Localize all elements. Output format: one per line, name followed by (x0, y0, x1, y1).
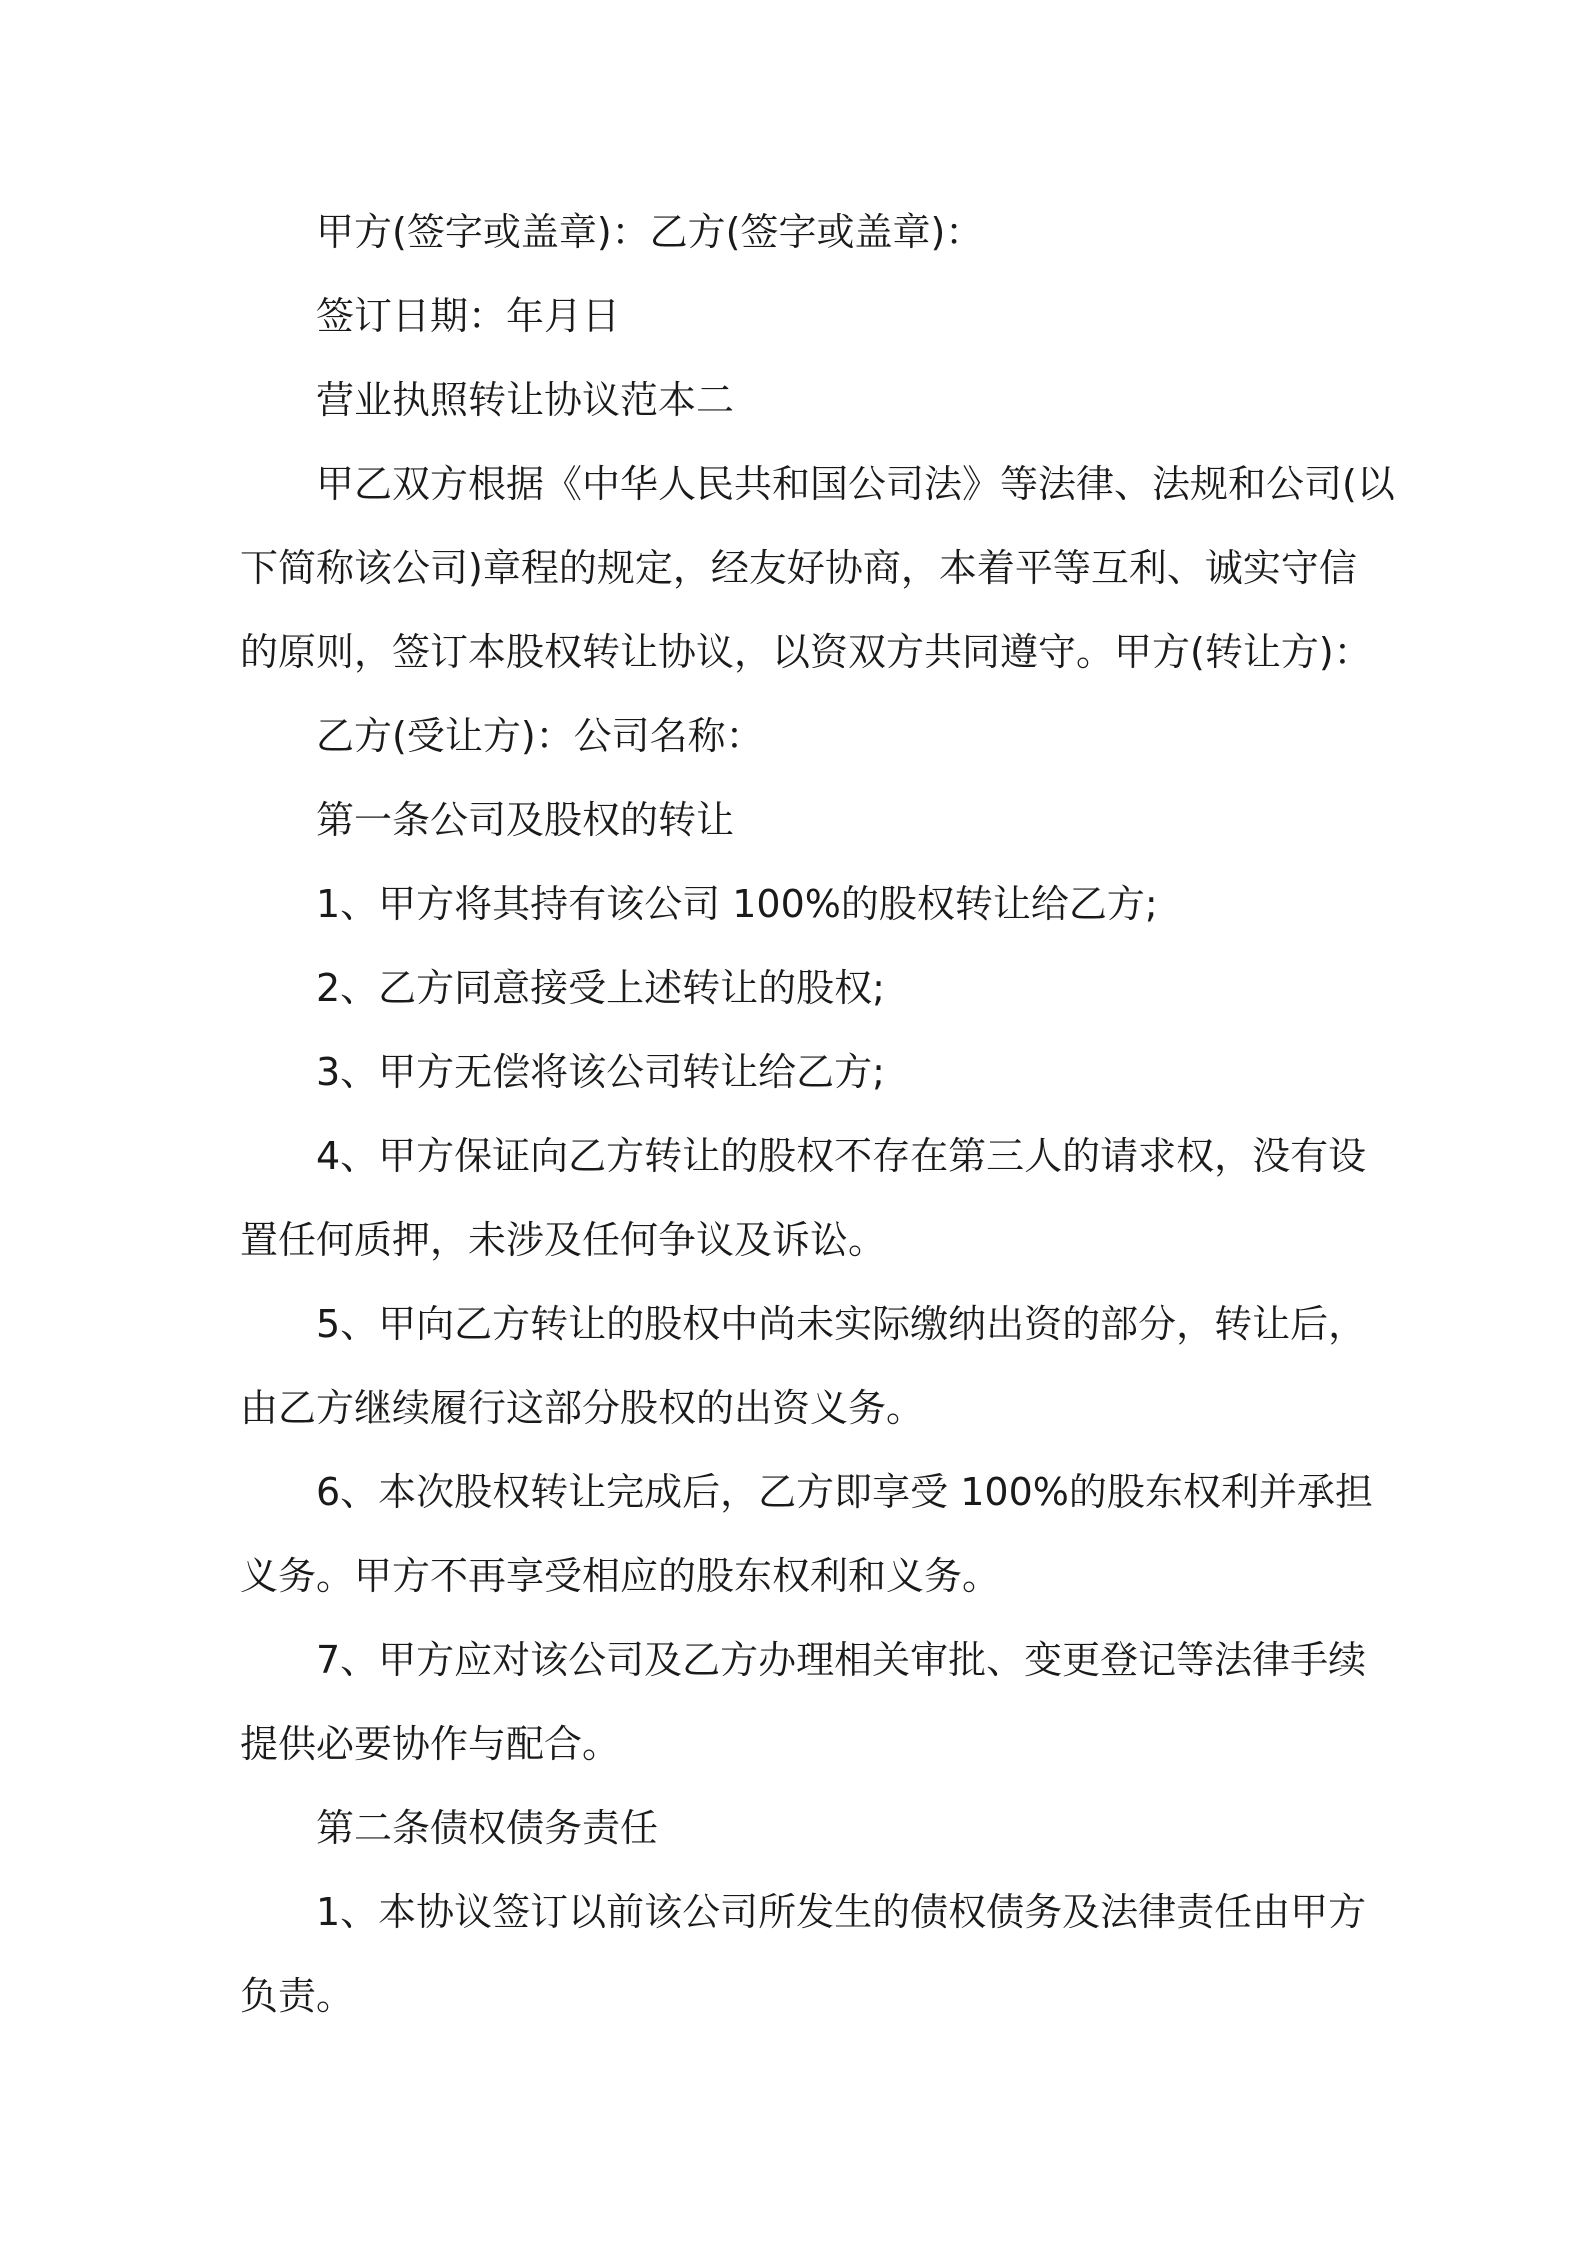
paragraph-line: 甲乙双方根据《中华人民共和国公司法》等法律、法规和公司(以 (316, 462, 1395, 506)
clause-line: 1、甲方将其持有该公司 100%的股权转让给乙方; (316, 882, 1158, 926)
signature-line: 甲方(签字或盖章)：乙方(签字或盖章)： (316, 210, 984, 254)
clause-line: 1、本协议签订以前该公司所发生的债权债务及法律责任由甲方 (316, 1890, 1367, 1934)
article-heading: 第一条公司及股权的转让 (316, 798, 735, 842)
clause-line: 置任何质押，未涉及任何争议及诉讼。 (240, 1218, 887, 1262)
paragraph-line: 下简称该公司)章程的规定，经友好协商，本着平等互利、诚实守信 (240, 546, 1357, 590)
clause-line: 4、甲方保证向乙方转让的股权不存在第三人的请求权，没有设 (316, 1134, 1367, 1178)
article-heading: 第二条债权债务责任 (316, 1806, 659, 1850)
clause-line: 由乙方继续履行这部分股权的出资义务。 (240, 1386, 925, 1430)
clause-line: 2、乙方同意接受上述转让的股权; (316, 966, 885, 1010)
clause-line: 提供必要协作与配合。 (240, 1722, 621, 1766)
clause-line: 3、甲方无偿将该公司转让给乙方; (316, 1050, 885, 1094)
signing-date-line: 签订日期：年月日 (316, 294, 621, 338)
clause-line: 6、本次股权转让完成后，乙方即享受 100%的股东权利并承担 (316, 1470, 1373, 1514)
clause-line: 负责。 (240, 1974, 355, 2018)
paragraph-line: 的原则，签订本股权转让协议，以资双方共同遵守。甲方(转让方)： (240, 630, 1372, 674)
clause-line: 义务。甲方不再享受相应的股东权利和义务。 (240, 1554, 1001, 1598)
clause-line: 5、甲向乙方转让的股权中尚未实际缴纳出资的部分，转让后， (316, 1302, 1367, 1346)
clause-line: 7、甲方应对该公司及乙方办理相关审批、变更登记等法律手续 (316, 1638, 1367, 1682)
paragraph-line: 乙方(受让方)：公司名称： (316, 714, 764, 758)
section-title: 营业执照转让协议范本二 (316, 378, 735, 422)
document-page (240, 190, 1395, 2038)
